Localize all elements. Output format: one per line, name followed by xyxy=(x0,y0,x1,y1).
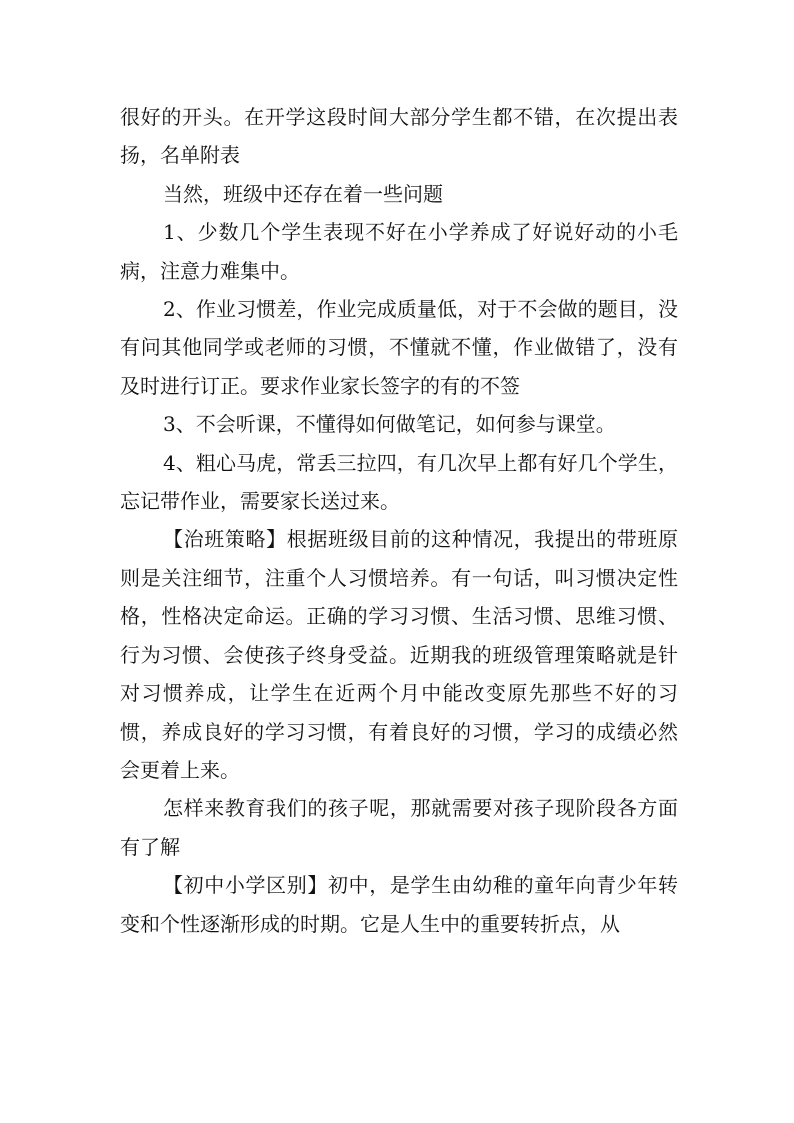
document-body xyxy=(120,98,678,943)
paragraph-education: 怎样来教育我们的孩子呢，那就需要对孩子现阶段各方面有了解 xyxy=(120,796,678,859)
paragraph-problem-3: 3、不会听课，不懂得如何做笔记，如何参与课堂。 xyxy=(163,412,616,437)
paragraph-problem-2: 2、作业习惯差，作业完成质量低，对于不会做的题目，没有问其他同学或老师的习惯，不懂就不懂，作业做错了，没有及时进行订正。要求作业家长签字的有的不签 xyxy=(120,297,678,398)
paragraph-opening: 很好的开头。在开学这段时间大部分学生都不错，在次提出表扬，名单附表 xyxy=(120,105,678,168)
paragraph-problem-1: 1、少数几个学生表现不好在小学养成了好说好动的小毛病，注意力难集中。 xyxy=(120,220,678,283)
paragraph-problems-intro: 当然，班级中还存在着一些问题 xyxy=(163,181,443,206)
paragraph-school-difference: 【初中小学区别】初中，是学生由幼稚的童年向青少年转变和个性逐渐形成的时期。它是人生中的重要转折点，从 xyxy=(120,873,678,936)
paragraph-problem-4: 4、粗心马虎，常丢三拉四，有几次早上都有好几个学生，忘记带作业，需要家长送过来。 xyxy=(120,450,678,514)
paragraph-strategy: 【治班策略】根据班级目前的这种情况，我提出的带班原则是关注细节，注重个人习惯培养。有一句话，叫习惯决定性格，性格决定命运。正确的学习习惯、生活习惯、思维习惯、行为习惯、会使孩子终身受益。近期我的班级管理策略就是针对习惯养成，让学生在近两个月中能改变原先那些不好的习惯，养成良好的学习习惯，有着良好的习惯，学习的成绩必然会更着上来。 xyxy=(120,527,678,782)
